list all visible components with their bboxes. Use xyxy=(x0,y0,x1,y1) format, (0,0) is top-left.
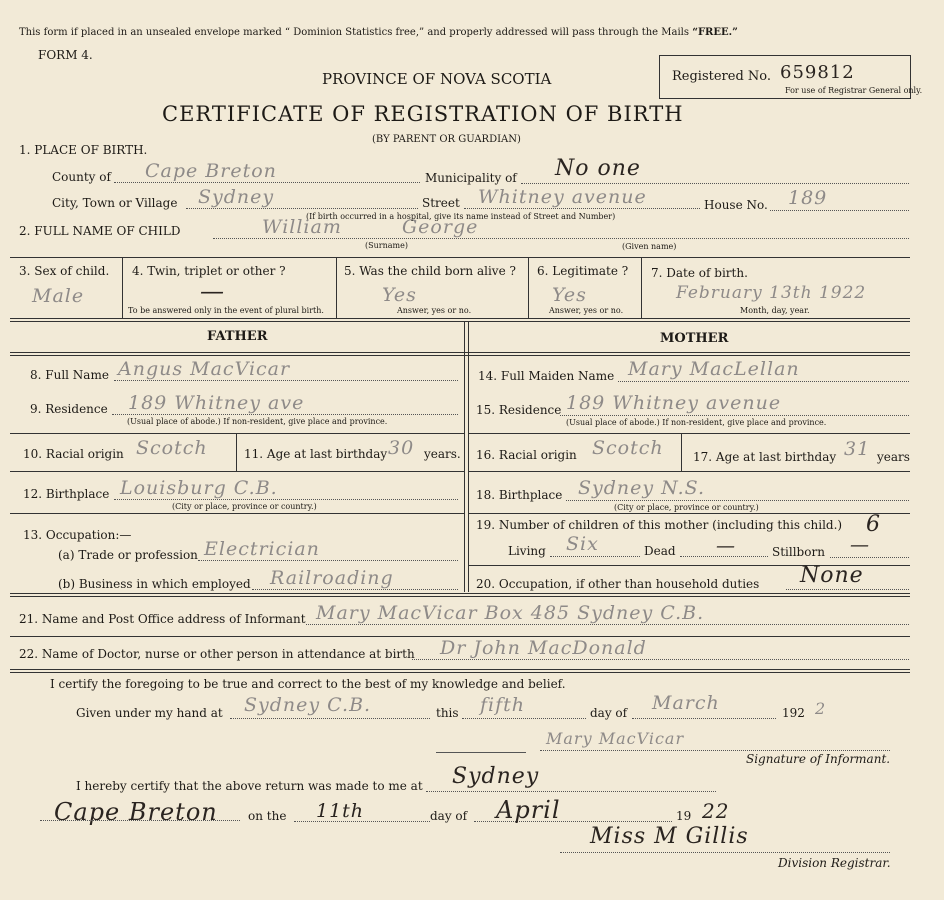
municipality-label: Municipality of xyxy=(425,171,517,185)
informant-signature-line xyxy=(540,750,890,751)
legitimate-label: 6. Legitimate ? xyxy=(537,264,629,278)
dead-label: Dead xyxy=(644,544,676,558)
house-value: 189 xyxy=(788,187,828,209)
given-place: Sydney C.B. xyxy=(244,694,372,716)
father-trade-line xyxy=(198,560,458,561)
father-birthplace-note: (City or place, province or country.) xyxy=(172,502,317,511)
doctor-bottom-rule xyxy=(10,669,910,673)
mother-residence-note: (Usual place of abode.) If non-resident, give place and province. xyxy=(566,418,827,427)
parents-heading-rule xyxy=(10,352,910,356)
mother-birthplace-note: (City or place, province or country.) xyxy=(614,503,759,512)
given-day-of-label: day of xyxy=(590,706,628,720)
registrar-county-line xyxy=(40,820,240,821)
given-day-line xyxy=(462,718,586,719)
mother-name-value: Mary MacLellan xyxy=(628,358,800,380)
mother-age-value: 31 xyxy=(844,438,871,460)
form-number: FORM 4. xyxy=(38,48,93,62)
father-residence-line xyxy=(112,414,458,415)
alive-label: 5. Was the child born alive ? xyxy=(344,264,516,278)
divider xyxy=(10,471,464,472)
registrar-year: 22 xyxy=(702,799,730,823)
municipality-line xyxy=(521,183,909,184)
registrar-place-line xyxy=(426,791,716,792)
child-surname: William xyxy=(262,216,342,238)
twin-label: 4. Twin, triplet or other ? xyxy=(132,264,286,278)
certificate-subtitle: (BY PARENT OR GUARDIAN) xyxy=(372,134,521,145)
registrar-day: 11th xyxy=(316,800,365,822)
mailing-free-text: “FREE.” xyxy=(692,27,738,38)
given-caption: (Given name) xyxy=(622,242,677,251)
certify-statement: I certify the foregoing to be true and correct to the best of my knowledge and belief. xyxy=(50,677,566,691)
registrar-county: Cape Breton xyxy=(54,798,218,826)
dob-label: 7. Date of birth. xyxy=(651,266,748,280)
stillborn-value: — xyxy=(850,534,870,556)
doctor-label: 22. Name of Doctor, nurse or other person in attendance at birth xyxy=(19,647,415,661)
father-occupation-label: 13. Occupation:— xyxy=(23,528,132,542)
informant-signature: Mary MacVicar xyxy=(546,729,685,748)
registrar-place: Sydney xyxy=(452,764,540,789)
county-label: County of xyxy=(52,170,111,184)
stillborn-label: Stillborn xyxy=(772,545,825,559)
details-bottom-rule xyxy=(10,318,910,322)
dob-note: Month, day, year. xyxy=(740,306,810,315)
given-day: fifth xyxy=(480,694,526,716)
legitimate-value: Yes xyxy=(552,284,587,306)
informant-value: Mary MacVicar Box 485 Sydney C.B. xyxy=(316,602,705,624)
informant-label: 21. Name and Post Office address of Informant xyxy=(19,612,306,626)
registrar-statement: I hereby certify that the above return was made to me at xyxy=(76,779,423,793)
dob-value: February 13th 1922 xyxy=(676,283,867,303)
street-label: Street xyxy=(422,196,460,210)
registered-number-box xyxy=(659,55,923,99)
children-count-value: 6 xyxy=(866,512,881,537)
doctor-value: Dr John MacDonald xyxy=(440,637,647,659)
house-label: House No. xyxy=(704,198,768,212)
father-trade-label: (a) Trade or profession xyxy=(58,548,198,562)
mother-age-unit: years xyxy=(877,450,910,464)
mailing-note xyxy=(19,26,738,40)
father-racial-label: 10. Racial origin xyxy=(23,447,124,461)
divider xyxy=(10,513,464,514)
father-heading: FATHER xyxy=(207,329,268,344)
mother-name-line xyxy=(618,381,909,382)
hospital-note: (If birth occurred in a hospital, give its name instead of Street and Number) xyxy=(306,212,616,221)
father-name-label: 8. Full Name xyxy=(30,368,109,382)
informant-line xyxy=(306,624,909,625)
sex-label: 3. Sex of child. xyxy=(19,264,110,278)
county-value: Cape Breton xyxy=(145,160,277,182)
registrar-on-the-label: on the xyxy=(248,809,287,823)
given-this-label: this xyxy=(436,706,459,720)
father-birthplace-value: Louisburg C.B. xyxy=(120,477,278,499)
mother-age-label: 17. Age at last birthday xyxy=(693,450,837,464)
given-year-digit: 2 xyxy=(815,699,827,718)
mother-racial-label: 16. Racial origin xyxy=(476,448,577,462)
street-value: Whitney avenue xyxy=(478,186,647,208)
registrar-signature: Miss M Gillis xyxy=(590,824,749,849)
registrar-signature-line xyxy=(560,852,890,853)
father-birthplace-label: 12. Birthplace xyxy=(23,487,110,501)
given-label: Given under my hand at xyxy=(76,706,223,720)
registrar-note: For use of Registrar General only. xyxy=(785,86,923,95)
registered-number: 659812 xyxy=(780,62,855,83)
registrar-day-of-label: day of xyxy=(430,809,468,823)
father-racial-value: Scotch xyxy=(136,437,208,459)
city-line xyxy=(186,208,418,209)
child-given-name: George xyxy=(402,216,479,238)
given-month: March xyxy=(652,692,720,714)
divider xyxy=(468,471,910,472)
father-age-label: 11. Age at last birthday xyxy=(244,447,388,461)
mother-name-label: 14. Full Maiden Name xyxy=(478,369,615,383)
registrar-month: April xyxy=(496,796,561,824)
mother-residence-line xyxy=(560,415,909,416)
sex-value: Male xyxy=(32,285,85,307)
children-count-label: 19. Number of children of this mother (including this child.) xyxy=(476,518,843,532)
registrar-signature-caption: Division Registrar. xyxy=(778,856,891,870)
parents-bottom-rule xyxy=(10,593,910,597)
mother-occupation-value: None xyxy=(800,563,864,588)
mother-heading: MOTHER xyxy=(660,331,729,346)
house-line xyxy=(770,210,909,211)
mother-occupation-line xyxy=(786,589,909,590)
place-of-birth-heading: 1. PLACE OF BIRTH. xyxy=(19,143,148,157)
details-top-rule xyxy=(10,257,910,258)
divider xyxy=(122,257,123,318)
divider xyxy=(681,433,682,471)
dead-value: — xyxy=(716,535,736,557)
mother-racial-value: Scotch xyxy=(592,437,664,459)
father-age-value: 30 xyxy=(388,437,415,459)
county-line xyxy=(114,182,420,183)
child-name-label: 2. FULL NAME OF CHILD xyxy=(19,224,181,238)
child-name-line xyxy=(213,238,909,239)
certificate-title: CERTIFICATE OF REGISTRATION OF BIRTH xyxy=(162,102,684,126)
street-line xyxy=(464,208,700,209)
father-age-unit: years. xyxy=(424,447,461,461)
divider xyxy=(641,257,642,318)
stillborn-line xyxy=(830,557,909,558)
informant-signature-caption: Signature of Informant. xyxy=(746,752,891,766)
mother-residence-value: 189 Whitney avenue xyxy=(566,392,782,414)
divider xyxy=(528,257,529,318)
father-name-line xyxy=(114,380,458,381)
mother-birthplace-label: 18. Birthplace xyxy=(476,488,563,502)
alive-value: Yes xyxy=(382,284,417,306)
alive-note: Answer, yes or no. xyxy=(397,306,472,315)
parents-divider xyxy=(464,322,465,592)
father-business-line xyxy=(252,589,458,590)
legitimate-note: Answer, yes or no. xyxy=(549,306,624,315)
father-trade-value: Electrician xyxy=(204,538,320,560)
municipality-value: No one xyxy=(555,156,641,181)
certify-separator xyxy=(436,752,526,753)
given-year-prefix: 192 xyxy=(782,706,805,720)
mother-occupation-label: 20. Occupation, if other than household duties xyxy=(476,577,760,591)
given-month-line xyxy=(632,718,776,719)
surname-caption: (Surname) xyxy=(365,241,408,250)
parents-divider-inner xyxy=(468,322,469,592)
father-residence-label: 9. Residence xyxy=(30,402,108,416)
father-birthplace-line xyxy=(114,499,458,500)
father-residence-value: 189 Whitney ave xyxy=(128,392,305,414)
mother-residence-label: 15. Residence xyxy=(476,403,562,417)
mailing-note-text: This form if placed in an unsealed envelope marked “ Dominion Statistics free,” and properly addressed will pass through the Mails xyxy=(19,27,689,38)
given-place-line xyxy=(230,718,430,719)
living-value: Six xyxy=(566,533,599,555)
divider xyxy=(468,433,910,434)
father-name-value: Angus MacVicar xyxy=(118,358,291,380)
twin-value: — xyxy=(200,277,225,305)
city-value: Sydney xyxy=(198,186,275,208)
province-heading: PROVINCE OF NOVA SCOTIA xyxy=(322,70,552,88)
divider xyxy=(236,433,237,471)
mother-birthplace-line xyxy=(566,500,909,501)
doctor-line xyxy=(412,659,909,660)
city-label: City, Town or Village xyxy=(52,196,178,210)
mother-birthplace-value: Sydney N.S. xyxy=(578,477,705,499)
living-label: Living xyxy=(508,544,546,558)
registered-label: Registered No. xyxy=(672,69,772,84)
divider xyxy=(10,433,464,434)
twin-note: To be answered only in the event of plural birth. xyxy=(128,306,324,315)
living-line xyxy=(550,556,640,557)
divider xyxy=(336,257,337,318)
registrar-year-prefix: 19 xyxy=(676,809,692,823)
father-residence-note: (Usual place of abode.) If non-resident, give place and province. xyxy=(127,417,388,426)
divider xyxy=(468,513,910,514)
father-business-label: (b) Business in which employed xyxy=(58,577,251,591)
father-business-value: Railroading xyxy=(270,567,394,589)
